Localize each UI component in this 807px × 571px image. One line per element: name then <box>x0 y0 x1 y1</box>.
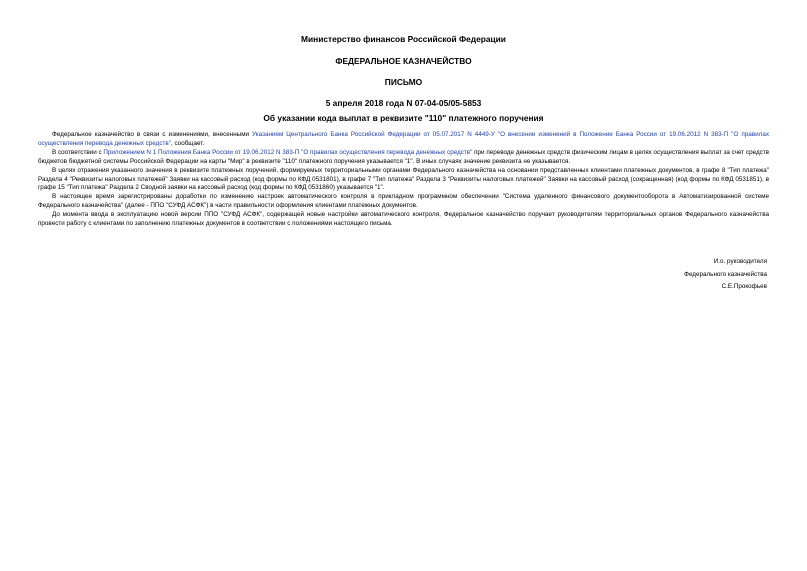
paragraph-3: В целях отражения указанного значения в реквизите платежных поручений, формируемых территориальными органами Федерального казначейства на основании представленных клиентами платежных документов, в графе 8 "Тип платежа" Раздела 4 "Реквизиты налоговых платежей" Заявки на кассовый расход (код формы по КФД 0531801), в графе 7 "Тип платежа" Раздела 3 "Реквизиты налоговых платежей" Заявки на кассовый расход (сокращенная) (код формы по КФД 0531851), в графе 15 "Тип платежа" Раздела 2 Сводной заявки на кассовый расход (код формы по КФД 0531860) указывается "1". <box>38 166 769 192</box>
signatory-name: С.Е.Прокофьев <box>721 283 767 290</box>
letter-body <box>38 131 769 229</box>
signature-block <box>684 256 767 294</box>
date-number-heading: 5 апреля 2018 года N 07-04-05/05-5853 <box>325 98 482 108</box>
paragraph-1-text-end: , сообщает. <box>170 139 205 147</box>
paragraph-5: До момента ввода в эксплуатацию новой версии ППО "СУФД АСФК", содержащей новые настройки автоматического контроля, Федеральное казначейство поручает руководителям территориальных органов Федерального казначейства провести работу с клиентами по заполнению платежных документов в соответствии с положениями настоящего письма. <box>38 211 769 228</box>
regulation-link-383p-appendix[interactable]: Приложением N 1 Положения Банка России от 19.06.2012 N 383-П "О правилах осуществления перевода денежных средств" <box>103 148 473 156</box>
subject-heading: Об указании кода выплат в реквизите "110" платежного поручения <box>263 113 544 123</box>
regulation-link-4449u[interactable]: Указанием Центрального Банка Российской Федерации от 05.07.2017 N 4449-У "О внесении изменений в Положение Банка России от 19.06.2012 N 383-П "О правилах осуществления перевода денежных средств" <box>38 131 769 147</box>
paragraph-1 <box>38 131 769 149</box>
document-type-heading: ПИСЬМО <box>384 77 423 87</box>
agency-heading: ФЕДЕРАЛЬНОЕ КАЗНАЧЕЙСТВО <box>335 56 472 66</box>
paragraph-2-text-end: при переводе денежных средств физическим лицам в целях осуществления выплат за счет средств бюджетов бюджетной системы Российской Федерации на карты "Мир" в реквизите "110" платежного поручения указывается "1". В иных случаях значение реквизита не указывается. <box>38 148 769 165</box>
paragraph-2 <box>38 149 769 167</box>
signatory-position: И.о. руководителя <box>713 258 767 265</box>
signatory-organization: Федерального казначейства <box>684 270 767 278</box>
paragraph-1-text-start: Федеральное казначейство в связи с изменениями, внесенными <box>52 131 253 138</box>
ministry-heading: Министерство финансов Российской Федерации <box>301 34 506 44</box>
paragraph-2-text-start: В соответствии с <box>52 148 104 156</box>
paragraph-4: В настоящее время зарегистрированы доработки по изменению настроек автоматического контроля в прикладном программном обеспечении "Система удаленного финансового документооборота в Автоматизированной системе Федерального казначейства" (далее - ППО "СУФД АСФК") в части правильности оформления клиентами платежных документов. <box>38 193 769 210</box>
